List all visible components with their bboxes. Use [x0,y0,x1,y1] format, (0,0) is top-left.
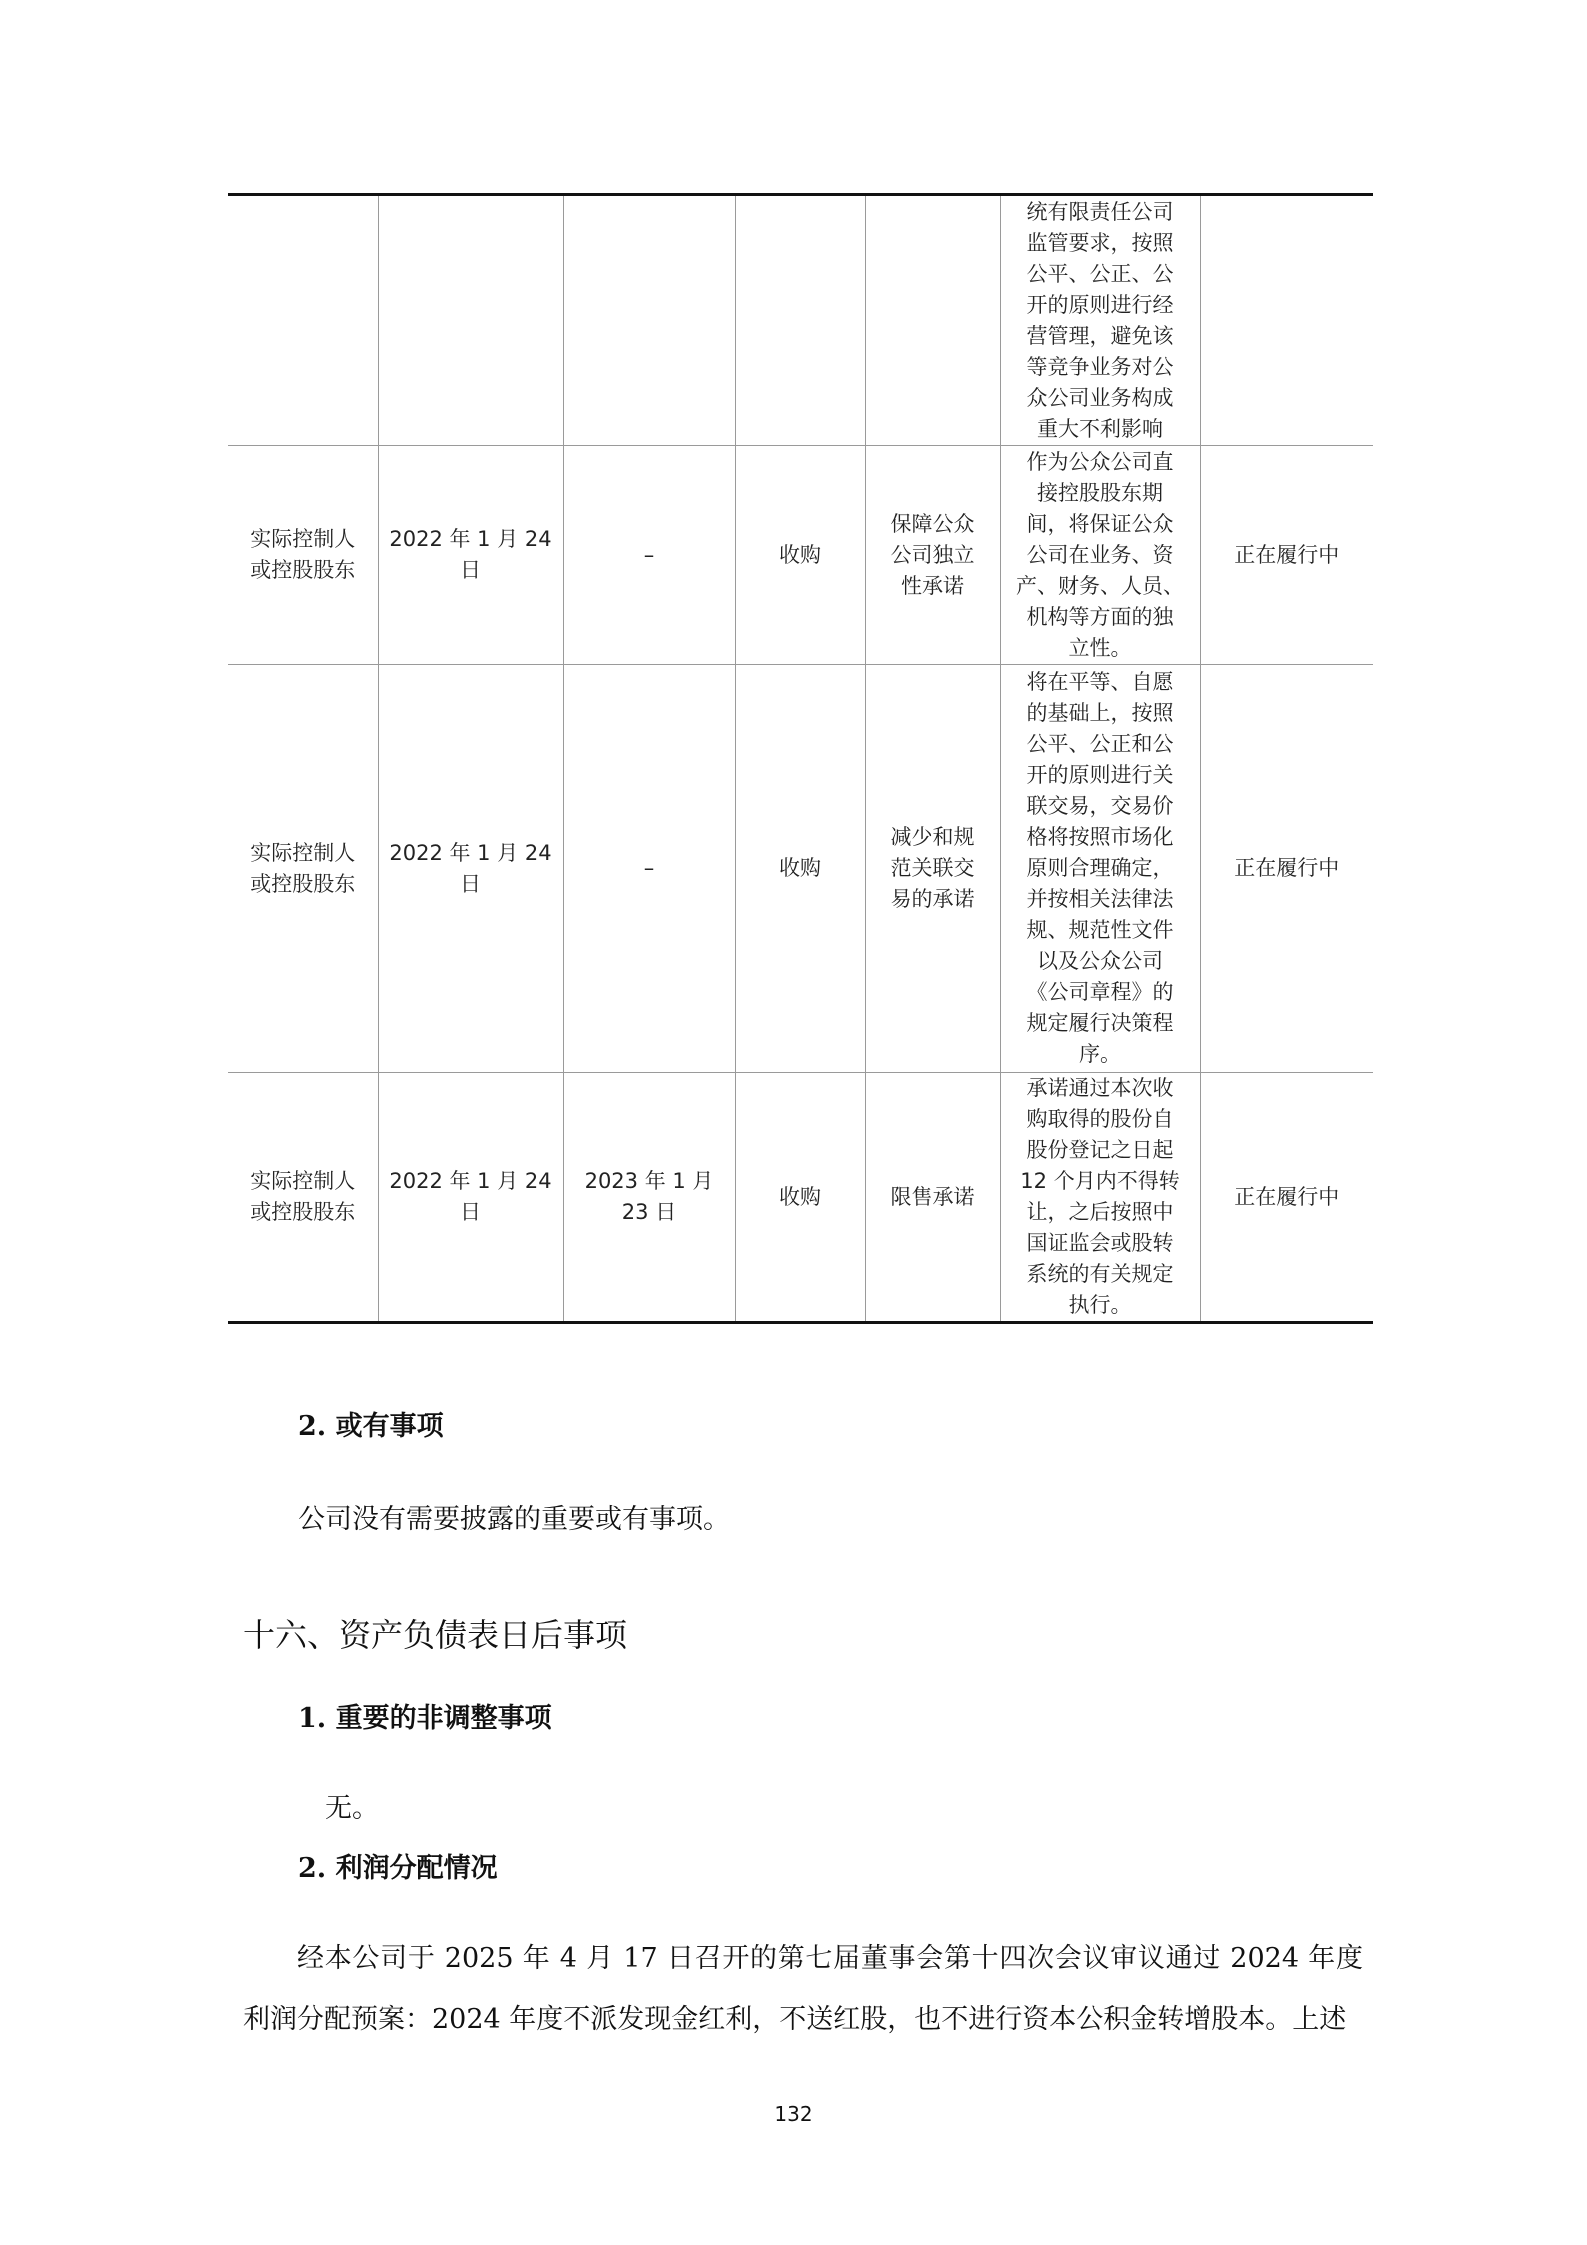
cell-type: 保障公众 公司独立 性承诺 [865,446,1000,665]
table-row [228,195,1373,446]
cell-source [735,195,865,446]
cell-detail: 将在平等、自愿 的基础上，按照 公平、公正和公 开的原则进行关 联交易，交易价 格将按照市场化 原则合理确定， 并按相关法律法 规、规范性文件 以及公众公司 《公司章程》的 规定履行决策程 序。 [1000,665,1200,1073]
cell-status: 正在履行中 [1200,665,1373,1073]
cell-date [378,195,563,446]
cell-status [1200,195,1373,446]
cell-status: 正在履行中 [1200,446,1373,665]
cell-date: 2022 年 1 月 24 日 [378,446,563,665]
cell-subject: 实际控制人 或控股股东 [228,1073,378,1323]
cell-subject [228,195,378,446]
cell-source: 收购 [735,446,865,665]
contingency-text: 公司没有需要披露的重要或有事项。 [298,1504,730,1535]
cell-type: 限售承诺 [865,1073,1000,1323]
cell-source: 收购 [735,1073,865,1323]
cell-date: 2022 年 1 月 24 日 [378,665,563,1073]
page-number: 132 [774,2102,813,2126]
profit-distribution-text: 经本公司于 2025 年 4 月 17 日召开的第七届董事会第十四次会议审议通过 2024 年度利润分配预案：2024 年度不派发现金红利，不送红股，也不进行资本公积金转增股本。上述 [243,1943,1363,2035]
non-adjusting-heading: 1. 重要的非调整事项 [298,1703,552,1734]
profit-distribution-heading: 2. 利润分配情况 [298,1853,498,1884]
cell-date: 2022 年 1 月 24 日 [378,1073,563,1323]
cell-type: 减少和规 范关联交 易的承诺 [865,665,1000,1073]
table-row [228,1073,1373,1323]
cell-end-date: 2023 年 1 月 23 日 [563,1073,735,1323]
contingency-heading: 2. 或有事项 [298,1411,444,1442]
table-row [228,665,1373,1073]
section16-heading: 十六、资产负债表日后事项 [243,1616,628,1654]
cell-subject: 实际控制人 或控股股东 [228,446,378,665]
cell-status: 正在履行中 [1200,1073,1373,1323]
commitment-table [228,193,1373,1324]
cell-end-date: – [563,665,735,1073]
cell-detail: 承诺通过本次收 购取得的股份自 股份登记之日起 12 个月内不得转 让，之后按照中 国证监会或股转 系统的有关规定 执行。 [1000,1073,1200,1323]
cell-subject: 实际控制人 或控股股东 [228,665,378,1073]
cell-source: 收购 [735,665,865,1073]
cell-detail: 统有限责任公司 监管要求，按照 公平、公正、公 开的原则进行经 营管理，避免该 等竞争业务对公 众公司业务构成 重大不利影响 [1000,195,1200,446]
cell-end-date [563,195,735,446]
cell-type [865,195,1000,446]
cell-detail: 作为公众公司直 接控股股东期 间，将保证公众 公司在业务、资 产、财务、人员、 机构等方面的独 立性。 [1000,446,1200,665]
table-row [228,446,1373,665]
cell-end-date: – [563,446,735,665]
non-adjusting-text: 无。 [325,1793,379,1824]
